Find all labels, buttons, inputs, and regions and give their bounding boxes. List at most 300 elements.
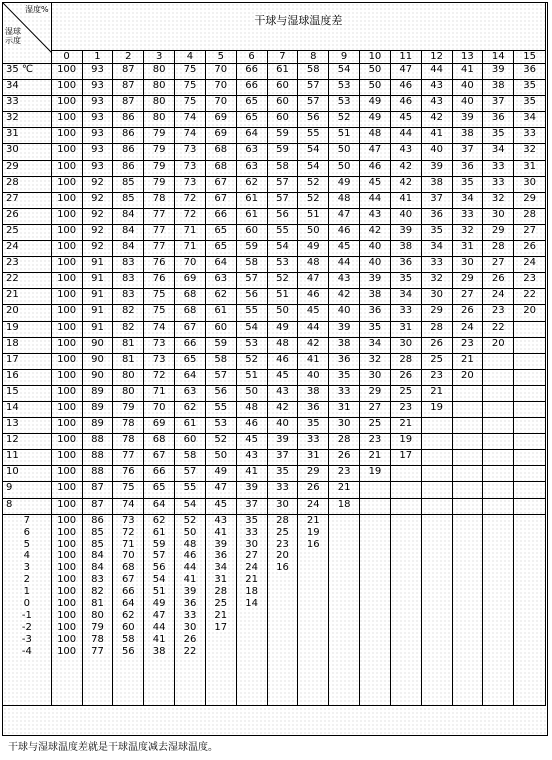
table-row xyxy=(3,176,546,192)
humidity-cell: 19 xyxy=(421,401,452,417)
humidity-cell: 37 xyxy=(267,450,298,466)
humidity-cell: 23 xyxy=(514,273,546,289)
humidity-cell: 48 xyxy=(329,192,360,208)
humidity-cell: 71 xyxy=(175,224,206,240)
humidity-cell: 88 xyxy=(82,434,113,450)
humidity-cell: 72 xyxy=(144,369,175,385)
table-row xyxy=(3,401,546,417)
humidity-cell: 62 xyxy=(205,289,236,305)
humidity-cell: 46 xyxy=(298,289,329,305)
humidity-cell: 29 xyxy=(298,466,329,482)
humidity-cell: 57 xyxy=(175,466,206,482)
humidity-cell: 38 xyxy=(360,289,391,305)
table-row xyxy=(3,498,546,514)
humidity-cell: 93 xyxy=(82,112,113,128)
humidity-cell: 20 xyxy=(276,550,289,562)
humidity-cell: 29 xyxy=(360,385,391,401)
table-row xyxy=(3,96,546,112)
humidity-cell: 67 xyxy=(205,192,236,208)
humidity-cell: 100 xyxy=(57,634,77,645)
humidity-cell: 84 xyxy=(113,241,144,257)
row-label: 31 xyxy=(3,128,52,144)
humidity-cell: 24 xyxy=(245,562,258,574)
humidity-cell: 34 xyxy=(514,112,546,128)
humidity-cell: 21 xyxy=(306,514,320,526)
humidity-cell: 23 xyxy=(276,538,289,550)
humidity-cell: 37 xyxy=(236,498,267,514)
humidity-cell: 27 xyxy=(452,289,483,305)
humidity-cell: 26 xyxy=(390,369,421,385)
humidity-cell: 69 xyxy=(175,273,206,289)
humidity-cell: 91 xyxy=(82,321,113,337)
humidity-cell: 35 xyxy=(452,176,483,192)
humidity-cell: 30 xyxy=(483,208,514,224)
table-row xyxy=(3,337,546,353)
humidity-cell: 40 xyxy=(267,418,298,434)
humidity-cell: 89 xyxy=(82,385,113,401)
humidity-cell xyxy=(268,574,298,586)
humidity-cell: 43 xyxy=(421,96,452,112)
humidity-cell xyxy=(390,466,421,482)
lower-column-cell xyxy=(390,514,421,705)
humidity-cell: 35 xyxy=(298,418,329,434)
humidity-cell: 65 xyxy=(175,353,206,369)
column-header: 4 xyxy=(175,51,206,64)
humidity-cell xyxy=(483,418,514,434)
humidity-cell: 68 xyxy=(121,562,135,574)
humidity-cell: 83 xyxy=(113,257,144,273)
humidity-cell: 43 xyxy=(267,385,298,401)
column-header-row xyxy=(3,51,546,64)
row-label: 1 xyxy=(23,586,31,598)
humidity-cell: 62 xyxy=(236,176,267,192)
humidity-cell: 100 xyxy=(57,598,77,610)
humidity-cell: 85 xyxy=(113,176,144,192)
humidity-cell: 48 xyxy=(236,401,267,417)
lower-column-cell xyxy=(113,514,144,705)
column-header: 5 xyxy=(205,51,236,64)
humidity-cell: 87 xyxy=(82,498,113,514)
humidity-cell: 45 xyxy=(205,498,236,514)
column-header: 8 xyxy=(298,51,329,64)
lower-column-cell xyxy=(205,514,236,705)
humidity-cell: 34 xyxy=(421,241,452,257)
humidity-cell: 100 xyxy=(57,538,77,550)
humidity-cell: 34 xyxy=(360,337,391,353)
humidity-cell: 29 xyxy=(421,305,452,321)
humidity-cell: 52 xyxy=(298,192,329,208)
humidity-cell: 67 xyxy=(121,574,135,586)
humidity-cell: 80 xyxy=(113,385,144,401)
humidity-cell: 70 xyxy=(205,96,236,112)
humidity-cell: 92 xyxy=(82,176,113,192)
humidity-cell: 33 xyxy=(183,610,197,622)
humidity-cell: 74 xyxy=(175,112,206,128)
humidity-cell: 42 xyxy=(298,337,329,353)
humidity-cell: 63 xyxy=(236,160,267,176)
humidity-cell: 26 xyxy=(298,482,329,498)
column-header: 1 xyxy=(82,51,113,64)
humidity-cell: 43 xyxy=(421,80,452,96)
humidity-cell: 85 xyxy=(91,526,104,538)
humidity-cell: 61 xyxy=(175,418,206,434)
row-label: 35 ℃ xyxy=(3,64,52,80)
humidity-cell: 42 xyxy=(267,401,298,417)
humidity-cell: 37 xyxy=(421,192,452,208)
humidity-cell xyxy=(421,450,452,466)
humidity-cell: 40 xyxy=(298,369,329,385)
humidity-cell xyxy=(298,586,328,598)
row-label: 6 xyxy=(23,526,31,538)
humidity-cell xyxy=(514,401,546,417)
lower-column-cell xyxy=(360,514,391,705)
humidity-cell: 47 xyxy=(390,64,421,80)
humidity-cell: 79 xyxy=(91,622,104,634)
humidity-cell xyxy=(514,385,546,401)
humidity-cell: 36 xyxy=(214,550,228,562)
humidity-cell xyxy=(237,610,267,622)
humidity-cell: 100 xyxy=(51,434,82,450)
humidity-cell: 41 xyxy=(452,64,483,80)
humidity-cell: 88 xyxy=(82,450,113,466)
humidity-cell: 44 xyxy=(360,192,391,208)
humidity-cell: 33 xyxy=(483,160,514,176)
humidity-cell: 100 xyxy=(51,369,82,385)
humidity-cell: 33 xyxy=(329,385,360,401)
table-row xyxy=(3,241,546,257)
humidity-cell: 78 xyxy=(113,418,144,434)
row-label: 16 xyxy=(3,369,52,385)
humidity-cell: 31 xyxy=(452,241,483,257)
humidity-cell: 70 xyxy=(175,257,206,273)
humidity-cell xyxy=(452,466,483,482)
lower-column-cell xyxy=(144,514,175,705)
humidity-cell: 100 xyxy=(51,418,82,434)
humidity-cell: 45 xyxy=(236,434,267,450)
humidity-cell: 100 xyxy=(51,289,82,305)
humidity-cell: 100 xyxy=(51,498,82,514)
humidity-cell: 28 xyxy=(514,208,546,224)
humidity-cell: 21 xyxy=(329,482,360,498)
table-row xyxy=(3,192,546,208)
humidity-cell: 80 xyxy=(144,64,175,80)
humidity-cell: 35 xyxy=(360,321,391,337)
humidity-cell xyxy=(421,418,452,434)
humidity-cell xyxy=(268,646,298,658)
humidity-cell: 37 xyxy=(452,144,483,160)
table-row xyxy=(3,385,546,401)
humidity-cell: 33 xyxy=(514,128,546,144)
humidity-cell: 26 xyxy=(452,305,483,321)
humidity-cell: 26 xyxy=(421,337,452,353)
humidity-cell: 63 xyxy=(175,385,206,401)
row-label: 4 xyxy=(23,550,31,562)
humidity-cell xyxy=(452,434,483,450)
humidity-cell: 26 xyxy=(483,273,514,289)
humidity-cell: 34 xyxy=(483,144,514,160)
humidity-cell: 66 xyxy=(205,208,236,224)
humidity-cell: 52 xyxy=(329,112,360,128)
humidity-cell: 47 xyxy=(298,273,329,289)
humidity-cell: 55 xyxy=(267,224,298,240)
humidity-cell: 84 xyxy=(91,550,104,562)
corner-humidity-label: 湿度% xyxy=(25,5,49,14)
humidity-cell xyxy=(390,482,421,498)
row-label: 10 xyxy=(3,466,52,482)
humidity-cell: 43 xyxy=(390,144,421,160)
humidity-cell: 58 xyxy=(298,64,329,80)
humidity-cell: 39 xyxy=(214,538,228,550)
row-label: 29 xyxy=(3,160,52,176)
humidity-cell: 91 xyxy=(82,305,113,321)
humidity-cell: 46 xyxy=(390,96,421,112)
humidity-cell: 92 xyxy=(82,241,113,257)
humidity-cell: 22 xyxy=(514,289,546,305)
humidity-cell: 25 xyxy=(421,353,452,369)
lower-column-cell xyxy=(51,514,82,705)
humidity-cell: 84 xyxy=(113,224,144,240)
humidity-cell: 92 xyxy=(82,192,113,208)
humidity-cell: 78 xyxy=(91,634,104,645)
humidity-cell xyxy=(237,646,267,658)
humidity-cell xyxy=(206,634,236,646)
humidity-cell: 66 xyxy=(144,466,175,482)
humidity-cell: 85 xyxy=(113,192,144,208)
humidity-cell: 67 xyxy=(205,176,236,192)
humidity-cell: 34 xyxy=(390,289,421,305)
humidity-cell: 68 xyxy=(175,289,206,305)
humidity-cell: 64 xyxy=(205,257,236,273)
humidity-cell: 54 xyxy=(152,574,166,586)
humidity-cell: 44 xyxy=(421,64,452,80)
humidity-cell: 49 xyxy=(152,598,166,610)
table-row xyxy=(3,144,546,160)
humidity-cell: 66 xyxy=(175,337,206,353)
humidity-cell xyxy=(514,450,546,466)
humidity-cell: 73 xyxy=(175,160,206,176)
humidity-cell: 100 xyxy=(57,574,77,586)
humidity-cell: 50 xyxy=(267,305,298,321)
humidity-cell: 35 xyxy=(514,80,546,96)
column-header: 9 xyxy=(329,51,360,64)
humidity-cell: 77 xyxy=(91,645,104,657)
humidity-cell: 23 xyxy=(483,305,514,321)
humidity-cell: 45 xyxy=(360,176,391,192)
humidity-cell: 20 xyxy=(483,337,514,353)
humidity-cell: 91 xyxy=(82,289,113,305)
humidity-cell xyxy=(360,498,391,514)
humidity-cell: 28 xyxy=(390,353,421,369)
humidity-cell: 92 xyxy=(82,224,113,240)
humidity-cell: 100 xyxy=(51,176,82,192)
table-row xyxy=(3,208,546,224)
humidity-cell: 53 xyxy=(329,80,360,96)
humidity-cell: 47 xyxy=(329,208,360,224)
humidity-cell: 29 xyxy=(483,224,514,240)
humidity-cell: 83 xyxy=(113,273,144,289)
humidity-cell: 30 xyxy=(390,337,421,353)
humidity-cell: 33 xyxy=(483,176,514,192)
humidity-cell: 19 xyxy=(360,466,391,482)
humidity-cell: 51 xyxy=(298,208,329,224)
humidity-cell: 52 xyxy=(183,514,197,526)
humidity-cell xyxy=(483,482,514,498)
humidity-cell: 40 xyxy=(421,144,452,160)
humidity-cell: 38 xyxy=(483,80,514,96)
table-row xyxy=(3,305,546,321)
humidity-cell: 41 xyxy=(236,466,267,482)
humidity-cell: 36 xyxy=(183,598,197,610)
humidity-cell: 25 xyxy=(390,385,421,401)
humidity-cell: 49 xyxy=(267,321,298,337)
humidity-cell: 75 xyxy=(175,80,206,96)
humidity-cell: 28 xyxy=(329,434,360,450)
humidity-cell: 66 xyxy=(236,80,267,96)
humidity-cell: 75 xyxy=(144,289,175,305)
humidity-cell xyxy=(452,482,483,498)
humidity-cell: 56 xyxy=(298,112,329,128)
humidity-cell: 25 xyxy=(214,598,228,610)
humidity-cell: 39 xyxy=(183,586,197,598)
humidity-cell: 100 xyxy=(51,305,82,321)
humidity-cell: 30 xyxy=(329,418,360,434)
humidity-cell: 54 xyxy=(175,498,206,514)
corner-wetbulb-label: 湿球 示度 xyxy=(5,27,21,45)
column-header: 10 xyxy=(360,51,391,64)
row-label: 22 xyxy=(3,273,52,289)
humidity-cell: 19 xyxy=(390,434,421,450)
humidity-cell: 64 xyxy=(144,498,175,514)
humidity-cell: 42 xyxy=(390,176,421,192)
humidity-cell: 100 xyxy=(51,401,82,417)
humidity-cell: 30 xyxy=(421,289,452,305)
humidity-cell: 42 xyxy=(390,160,421,176)
humidity-cell: 52 xyxy=(267,273,298,289)
humidity-cell xyxy=(452,450,483,466)
humidity-cell: 100 xyxy=(51,208,82,224)
humidity-cell: 76 xyxy=(144,257,175,273)
humidity-cell: 35 xyxy=(514,96,546,112)
humidity-cell: 21 xyxy=(390,418,421,434)
humidity-cell: 52 xyxy=(205,434,236,450)
humidity-cell: 100 xyxy=(57,526,77,538)
humidity-cell xyxy=(360,482,391,498)
humidity-cell: 36 xyxy=(514,64,546,80)
humidity-cell: 49 xyxy=(205,466,236,482)
row-label: 28 xyxy=(3,176,52,192)
humidity-cell: 27 xyxy=(483,257,514,273)
humidity-cell xyxy=(483,385,514,401)
humidity-cell: 59 xyxy=(267,144,298,160)
humidity-cell: 80 xyxy=(91,610,104,622)
humidity-cell: 43 xyxy=(214,514,228,526)
humidity-cell: 36 xyxy=(329,353,360,369)
humidity-cell: 56 xyxy=(152,562,166,574)
humidity-cell: 87 xyxy=(113,80,144,96)
humidity-cell: 79 xyxy=(144,144,175,160)
humidity-cell xyxy=(421,482,452,498)
humidity-cell: 44 xyxy=(152,622,166,634)
humidity-cell: 40 xyxy=(390,208,421,224)
row-label: 19 xyxy=(3,321,52,337)
humidity-cell: 59 xyxy=(236,241,267,257)
humidity-cell: 36 xyxy=(298,401,329,417)
humidity-cell: 23 xyxy=(452,337,483,353)
humidity-cell: 90 xyxy=(82,353,113,369)
humidity-cell: 29 xyxy=(514,192,546,208)
column-header: 0 xyxy=(51,51,82,64)
humidity-cell: 100 xyxy=(57,514,77,526)
lower-column-cell xyxy=(452,514,483,705)
humidity-cell: 50 xyxy=(298,224,329,240)
humidity-cell: 52 xyxy=(298,176,329,192)
humidity-cell: 39 xyxy=(360,273,391,289)
humidity-cell: 42 xyxy=(421,112,452,128)
humidity-cell: 77 xyxy=(113,450,144,466)
humidity-cell: 86 xyxy=(113,128,144,144)
humidity-cell: 100 xyxy=(51,112,82,128)
humidity-cell: 39 xyxy=(421,160,452,176)
humidity-cell: 17 xyxy=(214,622,228,634)
humidity-cell: 36 xyxy=(390,257,421,273)
humidity-cell: 50 xyxy=(360,64,391,80)
humidity-cell xyxy=(298,646,328,658)
humidity-cell: 43 xyxy=(360,208,391,224)
table-row xyxy=(3,257,546,273)
humidity-cell xyxy=(452,418,483,434)
humidity-cell: 35 xyxy=(267,466,298,482)
humidity-cell: 35 xyxy=(421,224,452,240)
row-label: 20 xyxy=(3,305,52,321)
humidity-cell: 35 xyxy=(245,514,258,526)
row-label: 24 xyxy=(3,241,52,257)
humidity-cell xyxy=(298,574,328,586)
humidity-cell: 40 xyxy=(329,305,360,321)
column-header: 15 xyxy=(514,51,546,64)
humidity-cell: 74 xyxy=(144,321,175,337)
humidity-cell: 80 xyxy=(144,96,175,112)
humidity-cell: 56 xyxy=(267,208,298,224)
humidity-cell: 86 xyxy=(113,112,144,128)
humidity-cell: 60 xyxy=(175,434,206,450)
humidity-cell: 65 xyxy=(144,482,175,498)
humidity-cell: 21 xyxy=(214,610,228,622)
humidity-cell: 61 xyxy=(152,526,166,538)
humidity-cell: 100 xyxy=(51,321,82,337)
humidity-cell: 59 xyxy=(267,128,298,144)
humidity-cell: 78 xyxy=(113,434,144,450)
humidity-cell: 71 xyxy=(121,538,135,550)
humidity-cell: 66 xyxy=(121,586,135,598)
humidity-cell: 53 xyxy=(329,96,360,112)
humidity-cell: 21 xyxy=(421,385,452,401)
humidity-cell: 69 xyxy=(205,128,236,144)
column-header: 6 xyxy=(236,51,267,64)
humidity-cell: 65 xyxy=(236,96,267,112)
humidity-cell: 80 xyxy=(144,80,175,96)
humidity-cell: 57 xyxy=(236,273,267,289)
humidity-cell: 75 xyxy=(144,305,175,321)
humidity-cell: 73 xyxy=(144,353,175,369)
humidity-cell: 100 xyxy=(51,224,82,240)
humidity-cell: 61 xyxy=(236,208,267,224)
humidity-cell: 31 xyxy=(390,321,421,337)
humidity-cell: 19 xyxy=(306,526,320,538)
humidity-cell: 57 xyxy=(267,176,298,192)
humidity-cell: 35 xyxy=(329,369,360,385)
humidity-cell: 33 xyxy=(267,482,298,498)
humidity-cell xyxy=(514,353,546,369)
